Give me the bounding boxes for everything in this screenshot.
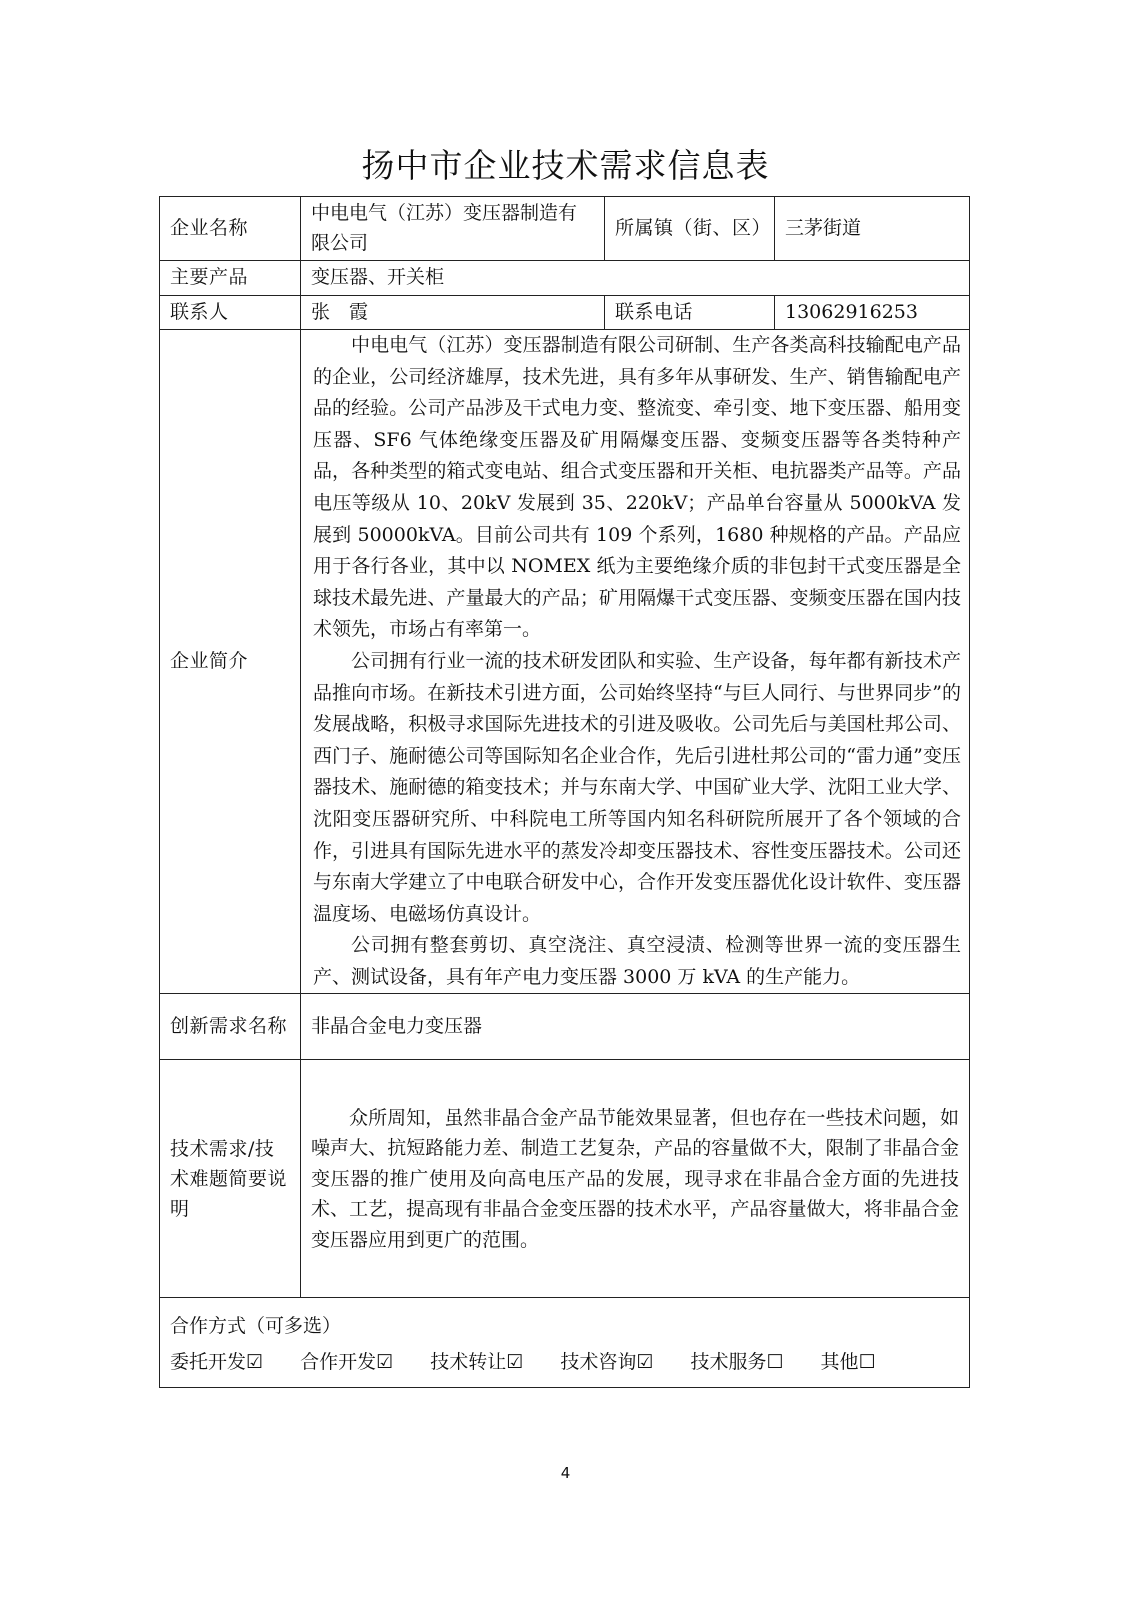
profile-paragraph: 公司拥有行业一流的技术研发团队和实验、生产设备，每年都有新技术产品推向市场。在新技术引进方面，公司始终坚持“与巨人同行、与世界同步”的发展战略，积极寻求国际先进技术的引进及吸收。公司先后与美国杜邦公司、西门子、施耐德公司等国际知名企业合作，先后引进杜邦公司的“雷力通”变压器技术、施耐德的箱变技术；并与东南大学、中国矿业大学、沈阳工业大学、沈阳变压器研究所、中科院电工所等国内知名科研院所展开了各个领域的合作，引进具有国际先进水平的蒸发冷却变压器技术、容性变压器技术。公司还与东南大学建立了中电联合研发中心，合作开发变压器优化设计软件、变压器温度场、电磁场仿真设计。 (313, 649, 961, 925)
coop-option (430, 1348, 523, 1378)
coop-option (821, 1348, 876, 1378)
cooperation-title: 合作方式（可多选） (170, 1315, 342, 1338)
row-products (160, 261, 970, 296)
coop-option-label: 其他 (820, 1350, 859, 1373)
checkbox-icon[interactable]: ☑ (506, 1350, 524, 1373)
contact-value: 张 霞 (301, 295, 605, 330)
profile-paragraph: 中电电气（江苏）变压器制造有限公司研制、生产各类高科技输配电产品的企业，公司经济雄厚，技术先进，具有多年从事研发、生产、销售输配电产品的经验。公司产品涉及干式电力变、整流变、牵引变、地下变压器、船用变压器、SF6 气体绝缘变压器及矿用隔爆变压器、变频变压器等各类特种产品，各种类型的箱式变电站、组合式变压器和开关柜、电抗器类产品等。产品电压等级从 10、20kV 发展到 35、220kV；产品单台容量从 5000kVA 发展到 50000kVA。目前公司共有 109 个系列，1680 种规格的产品。产品应用于各行各业，其中以 NOMEX 纸为主要绝缘介质的非包封干式变压器是全球技术最先进、产量最大的产品；矿用隔爆干式变压器、变频变压器在国内技术领先，市场占有率第一。 (313, 334, 961, 641)
coop-option (300, 1348, 393, 1378)
main-products-value: 变压器、开关柜 (301, 261, 970, 296)
cooperation-options (170, 1348, 959, 1378)
checkbox-icon[interactable]: ☑ (636, 1350, 654, 1373)
town-label: 所属镇（街、区） (605, 197, 775, 261)
row-tech-desc (160, 1060, 970, 1298)
row-innovation (160, 994, 970, 1060)
checkbox-icon[interactable]: ☐ (766, 1350, 784, 1373)
company-name-label: 企业名称 (160, 197, 301, 261)
checkbox-icon[interactable]: ☑ (246, 1350, 264, 1373)
tech-desc-label: 技术需求/技术难题简要说明 (160, 1060, 301, 1298)
coop-option-label: 技术服务 (690, 1350, 767, 1373)
tech-desc-cell (301, 1060, 970, 1298)
tech-desc-text: 众所周知，虽然非晶合金产品节能效果显著，但也存在一些技术问题，如噪声大、抗短路能力差、制造工艺复杂，产品的容量做不大，限制了非晶合金变压器的推广使用及向高电压产品的发展，现寻求在非晶合金方面的先进技术、工艺，提高现有非晶合金变压器的技术水平，产品容量做大，将非晶合金变压器应用到更广的范围。 (311, 1106, 959, 1251)
phone-label: 联系电话 (605, 295, 775, 330)
page-number: 4 (560, 1464, 571, 1482)
checkbox-icon[interactable]: ☐ (858, 1350, 876, 1373)
row-company (160, 197, 970, 261)
coop-option (690, 1348, 783, 1378)
row-profile (160, 330, 970, 994)
phone-value: 13062916253 (775, 295, 970, 330)
coop-option-label: 委托开发 (170, 1350, 247, 1373)
town-value: 三茅街道 (775, 197, 970, 261)
innovation-name-label: 创新需求名称 (160, 994, 301, 1060)
innovation-name-value: 非晶合金电力变压器 (301, 994, 970, 1060)
coop-option-label: 合作开发 (300, 1350, 377, 1373)
checkbox-icon[interactable]: ☑ (376, 1350, 394, 1373)
main-products-label: 主要产品 (160, 261, 301, 296)
profile-label: 企业简介 (160, 330, 301, 994)
cooperation-cell (160, 1298, 970, 1388)
profile-paragraph: 公司拥有整套剪切、真空浇注、真空浸渍、检测等世界一流的变压器生产、测试设备，具有年产电力变压器 3000 万 kVA 的生产能力。 (313, 934, 961, 988)
contact-label: 联系人 (160, 295, 301, 330)
profile-text (301, 330, 970, 994)
coop-option (170, 1348, 263, 1378)
row-cooperation (160, 1298, 970, 1388)
demand-form-table (159, 196, 970, 1388)
coop-option (560, 1348, 653, 1378)
coop-option-label: 技术转让 (430, 1350, 507, 1373)
coop-option-label: 技术咨询 (560, 1350, 637, 1373)
company-name-value: 中电电气（江苏）变压器制造有限公司 (301, 197, 605, 261)
form-title: 扬中市企业技术需求信息表 (361, 146, 770, 185)
row-contact (160, 295, 970, 330)
